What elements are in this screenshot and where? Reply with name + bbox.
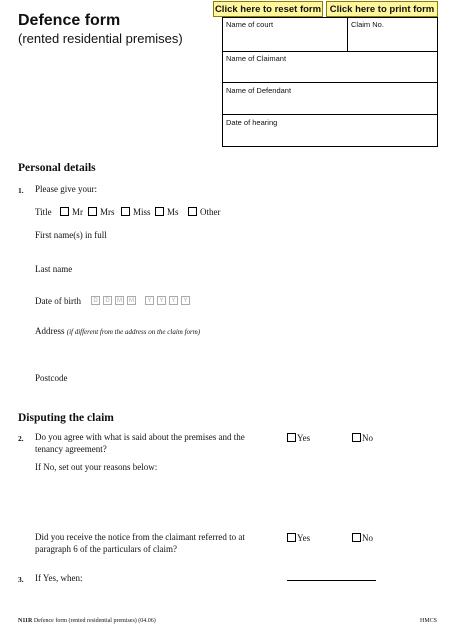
date-of-hearing-field[interactable] <box>223 128 437 146</box>
court-box-divider <box>347 17 348 51</box>
name-of-defendant-label: Name of Defendant <box>226 86 292 95</box>
footer-form-name: Defence form (rented residential premises) (04.06) <box>33 618 156 624</box>
q2-yes-label: Yes <box>297 433 311 443</box>
name-of-claimant-field[interactable] <box>223 64 437 81</box>
last-name-field[interactable] <box>150 260 438 276</box>
form-subtitle: (rented residential premises) <box>18 31 183 46</box>
address-field[interactable] <box>35 337 438 369</box>
name-of-court-label: Name of court <box>226 20 274 29</box>
disputing-claim-heading: Disputing the claim <box>18 412 114 424</box>
dob-day-2[interactable]: D <box>103 296 112 305</box>
footer-org: HMCS <box>420 618 438 624</box>
title-ms-checkbox[interactable] <box>155 207 164 216</box>
dob-day-1[interactable]: D <box>91 296 100 305</box>
question-2b-line-1: Did you receive the notice from the claimant referred to at <box>35 532 245 542</box>
name-of-defendant-field[interactable] <box>223 96 437 113</box>
dob-year-2[interactable]: Y <box>157 296 166 305</box>
date-of-hearing-label: Date of hearing <box>226 118 278 127</box>
q2-no-label: No <box>362 433 373 443</box>
claim-number-field[interactable] <box>349 30 437 50</box>
q2-yes-checkbox[interactable] <box>287 433 296 442</box>
question-2-line-1: Do you agree with what is said about the premises and the <box>35 432 245 442</box>
question-3-text: If Yes, when: <box>35 573 83 583</box>
title-mr-checkbox[interactable] <box>60 207 69 216</box>
dob-year-3[interactable]: Y <box>169 296 178 305</box>
question-1-number: 1. <box>18 186 24 195</box>
reset-form-button[interactable]: Click here to reset form <box>213 1 323 17</box>
footer-code: N11R <box>18 618 33 624</box>
footer-form-id <box>18 618 156 624</box>
q2b-yes-label: Yes <box>297 533 311 543</box>
q2b-yes-checkbox[interactable] <box>287 533 296 542</box>
title-ms-label: Ms <box>167 207 179 217</box>
court-box-rule-1 <box>222 51 438 52</box>
q2b-no-checkbox[interactable] <box>352 533 361 542</box>
title-other-checkbox[interactable] <box>188 207 197 216</box>
question-2b-line-2: paragraph 6 of the particulars of claim? <box>35 544 177 554</box>
reasons-field[interactable] <box>35 476 438 524</box>
question-2-number: 2. <box>18 434 24 443</box>
postcode-field[interactable] <box>90 370 210 385</box>
dob-month-2[interactable]: M <box>129 298 134 304</box>
name-of-court-field[interactable] <box>223 30 345 50</box>
postcode-label: Postcode <box>35 373 68 383</box>
last-name-label: Last name <box>35 264 73 274</box>
date-of-birth-label: Date of birth <box>35 296 81 306</box>
dob-year-1[interactable]: Y <box>145 296 154 305</box>
court-box-rule-3 <box>222 114 438 115</box>
first-name-label: First name(s) in full <box>35 230 107 240</box>
title-mr-label: Mr <box>72 207 83 217</box>
title-miss-label: Miss <box>133 207 151 217</box>
print-form-button[interactable]: Click here to print form <box>326 1 438 17</box>
q2b-no-label: No <box>362 533 373 543</box>
title-other-label: Other <box>200 207 221 217</box>
question-2-followup: If No, set out your reasons below: <box>35 462 158 472</box>
q3-date-field[interactable] <box>287 566 376 580</box>
q2-no-checkbox[interactable] <box>352 433 361 442</box>
name-of-claimant-label: Name of Claimant <box>226 54 287 63</box>
title-label: Title <box>35 207 52 217</box>
address-label <box>35 326 200 336</box>
title-mrs-checkbox[interactable] <box>88 207 97 216</box>
dob-month-1[interactable]: M <box>117 298 122 304</box>
claim-number-label: Claim No. <box>351 20 384 29</box>
question-3-number: 3. <box>18 575 24 584</box>
title-miss-checkbox[interactable] <box>121 207 130 216</box>
q3-date-line <box>287 580 376 581</box>
court-box-rule-2 <box>222 82 438 83</box>
personal-details-heading: Personal details <box>18 162 96 174</box>
title-mrs-label: Mrs <box>100 207 115 217</box>
address-note: (if different from the address on the claim form) <box>66 328 201 336</box>
question-2-line-2: tenancy agreement? <box>35 444 107 454</box>
address-label-text: Address <box>35 326 65 336</box>
dob-year-4[interactable]: Y <box>181 296 190 305</box>
form-title: Defence form <box>18 12 121 29</box>
first-name-field[interactable] <box>150 226 438 242</box>
question-1-text: Please give your: <box>35 184 97 194</box>
